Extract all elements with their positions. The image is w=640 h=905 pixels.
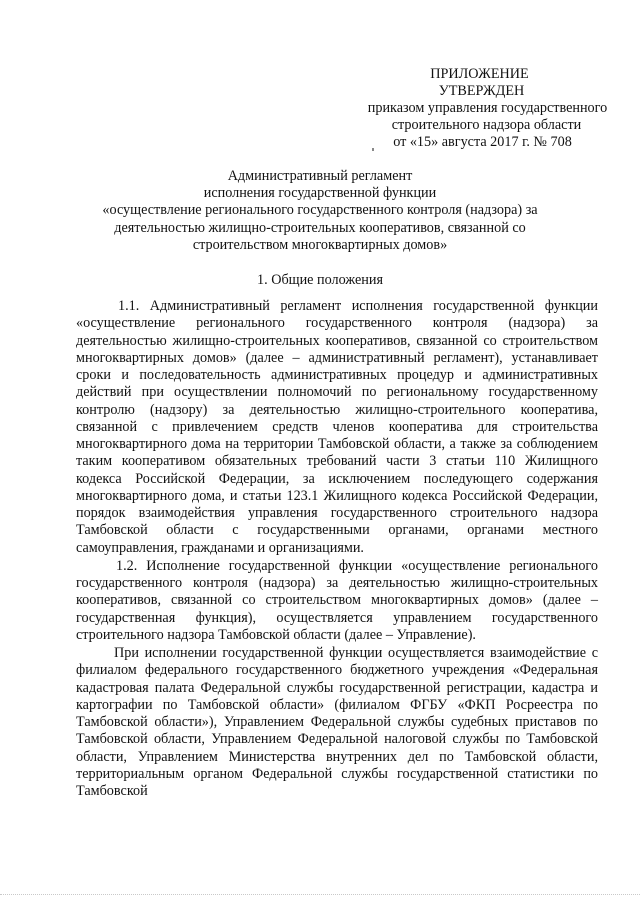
paragraph-1-1: 1.1. Административный регламент исполнения государственной функции «осуществление регионального государственного контроля (надзора) за деятельностью жилищно-строительных кооперативов, связанной со строительством многоквартирных домов» (далее – административный регламент), устанавливает сроки и последовательность административных процедур и административных действий при осуществлении полномочий по региональному государственному контролю (надзору) за деятельностью жилищно-строительного кооператива, связанной с привлечением средств членов кооператива для строительства многоквартирного дома на территории Тамбовской области, а также за соблюдением таким кооперативом обязательных требований части 3 статьи 110 Жилищного кодекса Российской Федерации, за исключением последующего содержания многоквартирного дома, и статьи 123.1 Жилищного кодекса Российской Федерации, порядок взаимодействия управления государственного строительного надзора Тамбовской области с государственными органами, органами местного самоуправления, гражданами и организациями. [76, 298, 598, 556]
body-text [76, 298, 598, 801]
document-title [60, 168, 580, 254]
appendix-label: ПРИЛОЖЕНИЕ [430, 66, 529, 82]
scan-border [0, 894, 640, 897]
scan-speck [372, 148, 374, 151]
title-line-1: Административный регламент [227, 168, 413, 184]
order-line-3: от «15» августа 2017 г. № 708 [393, 134, 572, 150]
title-line-4: деятельностью жилищно-строительных кооперативов, связанной со [114, 219, 526, 236]
paragraph-interaction: При исполнении государственной функции осуществляется взаимодействие с филиалом федерального государственного бюджетного учреждения «Федеральная кадастровая палата Федеральной службы государственной регистрации, кадастра и картографии по Тамбовской области» (филиалом ФГБУ «ФКП Росреестра по Тамбовской области»), Управлением Федеральной службы судебных приставов по Тамбовской области, Управлением Федеральной налоговой службы по Тамбовской области, Управлением Министерства внутренних дел по Тамбовской области, территориальным органом Федеральной службы государственной статистики по Тамбовской [76, 645, 598, 799]
approved-label: УТВЕРЖДЕН [438, 83, 525, 99]
title-line-3: «осуществление регионального государственного контроля (надзора) за [102, 202, 538, 219]
title-line-2: исполнения государственной функции [203, 185, 437, 202]
title-line-5: строительством многоквартирных домов» [192, 236, 448, 253]
order-line-1: приказом управления государственного [367, 100, 608, 116]
paragraph-1-2: 1.2. Исполнение государственной функции «осуществление регионального государственного контроля (надзора) за деятельностью жилищно-строительных кооперативов, связанной со строительством многоквартирных домов» (далее – государственная функция), осуществляется управлением государственного строительного надзора Тамбовской области (далее – Управление). [76, 557, 598, 643]
appendix-header [335, 66, 620, 151]
order-line-2: строительного надзора области [391, 117, 582, 133]
section-heading: 1. Общие положения [257, 272, 383, 288]
